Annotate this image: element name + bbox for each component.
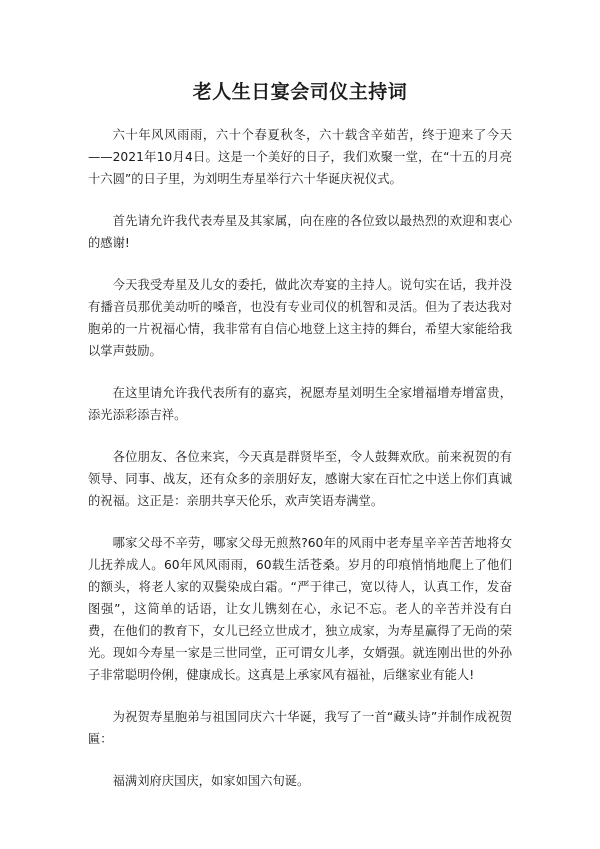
- paragraph-5: 各位朋友、各位来宾，今天真是群贤毕至，令人鼓舞欢欣。前来祝贺的有领导、同事、战友，还有众多的亲朋好友，感谢大家在百忙之中送上你们真诚的祝福。这正是：亲朋共享天伦乐，欢声笑语寿满堂。: [88, 450, 512, 508]
- paragraph-1: 六十年风风雨雨，六十个春夏秋冬，六十载含辛茹苦，终于迎来了今天——2021年10月4日。这是一个美好的日子，我们欢聚一堂，在“十五的月亮十六圆”的日子里，为刘明生寿星举行六十华诞庆祝仪式。: [88, 128, 512, 186]
- document-title: 老人生日宴会司仪主持词: [192, 81, 408, 103]
- paragraph-8: 福满刘府庆国庆，如家如国六旬诞。: [112, 774, 310, 788]
- paragraph-7: 为祝贺寿星胞弟与祖国同庆六十华诞，我写了一首“藏头诗”并制作成祝贺匾：: [88, 710, 512, 746]
- paragraph-6: 哪家父母不辛劳，哪家父母无煎熬?60年的风雨中老寿星辛辛苦苦地将女儿抚养成人。60年风风雨雨，60载生活苍桑。岁月的印痕悄悄地爬上了他们的额头，将老人家的双鬓染成白霜。“严于律己，宽以待人，认真工作，发奋图强”，这简单的话语，让女儿镌刻在心，永记不忘。老人的辛苦并没有白费，在他们的教育下，女儿已经立世成才，独立成家，为寿星赢得了无尚的荣光。现如今寿星一家是三世同堂，正可谓女儿孝，女婿强。就连刚出世的外孙子非常聪明伶俐，健康成长。这真是上承家风有福祉，后继家业有能人!: [88, 536, 512, 682]
- paragraph-2: 首先请允许我代表寿星及其家属，向在座的各位致以最热烈的欢迎和衷心的感谢!: [88, 214, 512, 250]
- paragraph-4: 在这里请允许我代表所有的嘉宾，祝愿寿星刘明生全家增福增寿增富贵，添光添彩添吉祥。: [88, 386, 512, 422]
- paragraph-3: 今天我受寿星及儿女的委托，做此次寿宴的主持人。说句实在话，我并没有播音员那优美动听的嗓音，也没有专业司仪的机智和灵活。但为了表达我对胞弟的一片祝福心情，我非常有自信心地登上这主持的舞台，希望大家能给我以掌声鼓励。: [88, 278, 512, 358]
